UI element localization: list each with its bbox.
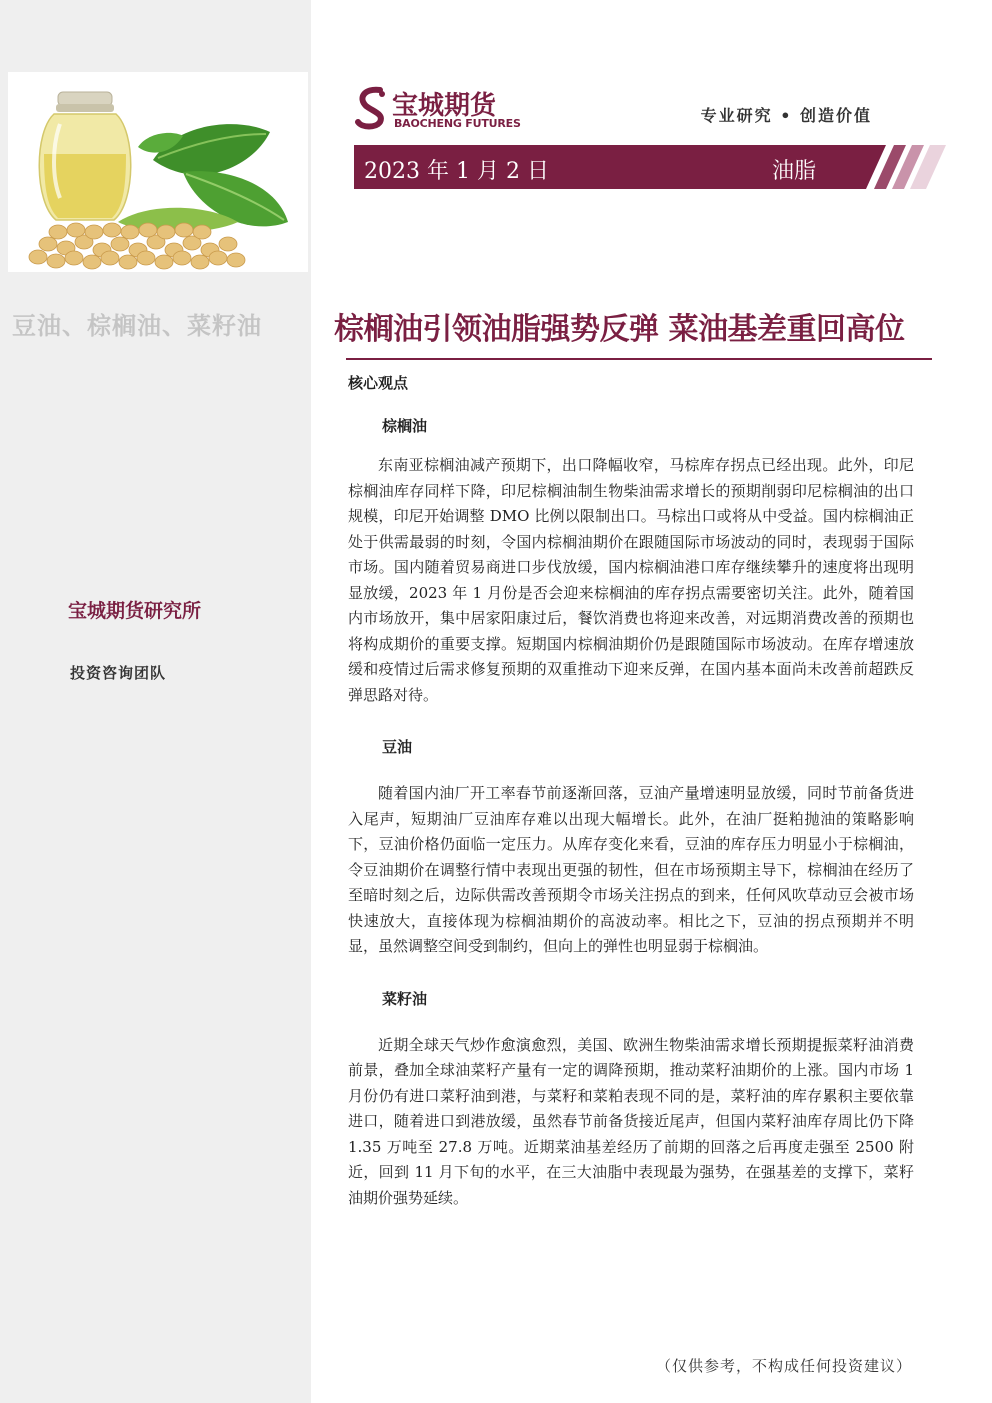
sidebar	[0, 0, 311, 1403]
core-heading: 核心观点	[348, 374, 409, 392]
section-text-rapeseed-oil: 近期全球天气炒作愈演愈烈，美国、欧洲生物柴油需求增长预期提振菜籽油消费前景，叠加全球油菜籽产量有一定的调降预期，推动菜籽油期价的上涨。国内市场 1 月份仍有进口菜籽油到港，与菜籽和菜粕表现不同的是，菜籽油的库存累积主要依靠进口，随着进口到港放缓，虽然春节前备货接近尾声，但国内菜籽油库存周比仍下降 1.35 万吨至 27.8 万吨。近期菜油基差经历了前期的回落之后再度走强至 2500 附近，回到 11 月下旬的水平，在三大油脂中表现最为强势，在强基差的支撑下，菜籽油期价强势延续。	[348, 1035, 914, 1207]
slogan: 专业研究 • 创造价值	[700, 106, 872, 125]
oil-jar-soybean-image	[8, 72, 308, 272]
report-date: 2023 年 1 月 2 日	[364, 159, 549, 184]
page-title: 棕榈油引领油脂强势反弹 菜油基差重回高位	[334, 312, 905, 347]
section-heading-soybean-oil: 豆油	[382, 738, 413, 756]
institute-name: 宝城期货研究所	[68, 600, 202, 622]
disclaimer: （仅供参考，不构成任何投资建议）	[655, 1357, 912, 1375]
section-heading-palm-oil: 棕榈油	[382, 417, 428, 435]
report-sector: 油脂	[772, 159, 817, 184]
report-body	[348, 370, 914, 1211]
baocheng-logo-icon	[354, 86, 390, 130]
logo-chinese-name: 宝城期货	[392, 91, 497, 121]
section-text-palm-oil: 东南亚棕榈油减产预期下，出口降幅收窄，马棕库存拐点已经出现。此外，印尼棕榈油库存同样下降，印尼棕榈油制生物柴油需求增长的预期削弱印尼棕榈油的出口规模，印尼开始调整 DMO 比例以限制出口。马棕出口或将从中受益。国内棕榈油正处于供需最弱的时刻，令国内棕榈油期价在跟随国际市场波动的同时，表现弱于国际市场。国内随着贸易商进口步伐放缓，国内棕榈油港口库存继续攀升的速度将出现明显放缓，2023 年 1 月份是否会迎来棕榈油的库存拐点需要密切关注。此外，随着国内市场放开，集中居家阳康过后，餐饮消费也将迎来改善，对远期消费改善的预期也将构成期价的重要支撑。短期国内棕榈油期价仍是跟随国际市场波动。在库存增速放缓和疫情过后需求修复预期的双重推动下迎来反弹，在国内基本面尚未改善前超跌反弹思路对待。	[348, 456, 914, 704]
team-name: 投资咨询团队	[70, 664, 167, 682]
sidebar-subtitle: 豆油、棕榈油、菜籽油	[12, 312, 262, 340]
hero-image	[8, 72, 308, 272]
section-heading-rapeseed-oil: 菜籽油	[382, 989, 428, 1008]
section-text-soybean-oil: 随着国内油厂开工率春节前逐渐回落，豆油产量增速明显放缓，同时节前备货进入尾声，短期油厂豆油库存难以出现大幅增长。此外，在油厂挺粕抛油的策略影响下，豆油价格仍面临一定压力。从库存变化来看，豆油的库存压力明显小于棕榈油，令豆油期价在调整行情中表现出更强的韧性，但在市场预期主导下，棕榈油在经历了至暗时刻之后，边际供需改善预期令市场关注拐点的到来，任何风吹草动豆会被市场快速放大，直接体现为棕榈油期价的高波动率。相比之下，豆油的拐点预期并不明显，虽然调整空间受到制约，但向上的弹性也明显弱于棕榈油。	[348, 784, 914, 955]
logo-english-name: BAOCHENG FUTURES	[394, 117, 521, 130]
title-divider	[346, 358, 932, 360]
